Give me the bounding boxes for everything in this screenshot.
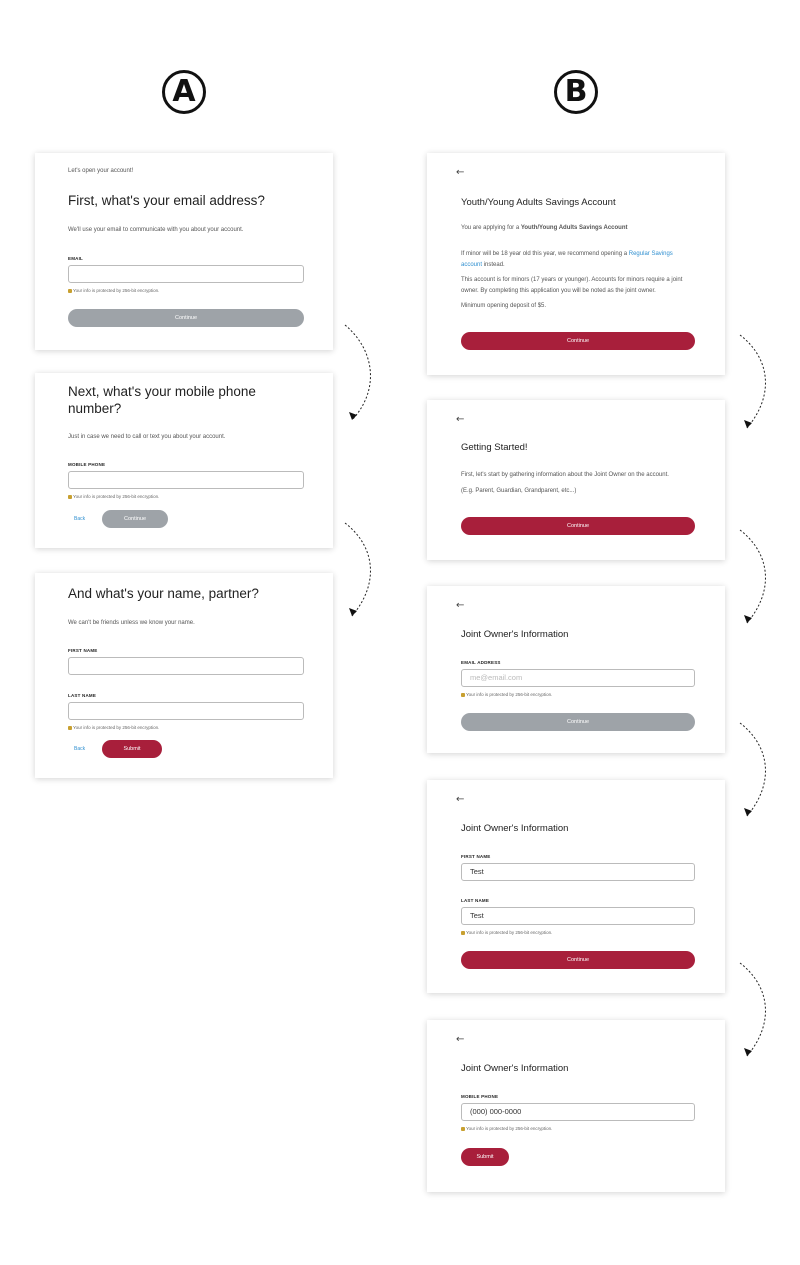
security-note-text: Your info is protected by 256-bit encryption. [466,692,553,697]
continue-button[interactable]: Continue [461,517,695,535]
security-note [68,725,159,730]
email-label: EMAIL [68,256,83,261]
minor-suffix: instead. [482,262,505,268]
security-note [68,288,159,293]
lock-icon [68,495,72,499]
lock-icon [68,726,72,730]
continue-button[interactable]: Continue [102,510,168,528]
description-text: We'll use your email to communicate with you about your account. [68,227,244,233]
eyebrow-text: Let's open your account! [68,168,134,174]
card-a2-phone [35,373,333,548]
security-note-text: Your info is protected by 256-bit encryption. [466,930,553,935]
last-name-label: LAST NAME [68,693,97,698]
card-b4-joint-name [427,780,725,993]
minor-text-line2 [461,262,505,268]
first-name-field[interactable] [68,657,304,675]
minor-text-line1 [461,251,673,257]
flow-arrow-b2-b3 [735,525,775,630]
lock-icon [461,931,465,935]
card-b1-intro [427,153,725,375]
page-title-line2: number? [68,401,122,416]
back-arrow-icon[interactable]: ← [456,794,465,805]
last-name-field[interactable] [68,702,304,720]
column-label-b: B [554,70,598,114]
column-label-a: A [162,70,206,114]
page-title: Joint Owner's Information [461,629,569,640]
flow-arrow-a2-a3 [340,518,380,623]
email-address-field[interactable] [461,669,695,687]
mobile-phone-field[interactable]: (000) 000-0000 [461,1103,695,1121]
last-name-label: LAST NAME [461,898,490,903]
lock-icon [68,289,72,293]
continue-button[interactable]: Continue [68,309,304,327]
description-text: We can't be friends unless we know your name. [68,620,195,626]
security-note-text: Your info is protected by 256-bit encryption. [73,288,160,293]
card-a1-email [35,153,333,350]
email-address-label: EMAIL ADDRESS [461,660,501,665]
back-arrow-icon[interactable]: ← [456,600,465,611]
applying-text [461,225,628,231]
card-b3-joint-email [427,586,725,753]
applying-product: Youth/Young Adults Savings Account [520,225,628,231]
continue-button[interactable]: Continue [461,951,695,969]
page-title: Joint Owner's Information [461,823,569,834]
submit-button[interactable]: Submit [461,1148,509,1166]
security-note-text: Your info is protected by 256-bit encryption. [73,494,160,499]
security-note-text: Your info is protected by 256-bit encryption. [466,1126,553,1131]
mobile-phone-label: MOBILE PHONE [68,462,106,467]
back-arrow-icon[interactable]: ← [456,414,465,425]
mobile-phone-label: MOBILE PHONE [461,1094,499,1099]
security-note [68,494,159,499]
deposit-text: Minimum opening deposit of $5. [461,303,547,309]
back-link[interactable]: Back [74,746,86,752]
back-link[interactable]: Back [74,516,86,522]
card-b2-getting-started [427,400,725,560]
info-text-line2: (E.g. Parent, Guardian, Grandparent, etc...) [461,488,577,494]
regular-savings-link[interactable]: Regular Savings [628,251,673,257]
security-note [461,930,552,935]
page-title: And what's your name, partner? [68,586,259,601]
lock-icon [461,693,465,697]
minors-text-line1: This account is for minors (17 years or younger). Accounts for minors require a joint [461,277,683,283]
security-note [461,1126,552,1131]
email-field[interactable] [68,265,304,283]
applying-prefix: You are applying for a [461,225,521,231]
page-title-line1: Next, what's your mobile phone [68,384,256,399]
flow-arrow-b3-b4 [735,718,775,823]
flow-arrow-b1-b2 [735,330,775,435]
continue-button[interactable]: Continue [461,332,695,350]
mobile-phone-field[interactable] [68,471,304,489]
back-arrow-icon[interactable]: ← [456,1034,465,1045]
description-text: Just in case we need to call or text you about your account. [68,434,226,440]
page-title: Youth/Young Adults Savings Account [461,197,616,208]
regular-savings-link-cont[interactable]: account [461,262,483,268]
security-note-text: Your info is protected by 256-bit encryption. [73,725,160,730]
submit-button[interactable]: Submit [102,740,162,758]
first-name-label: FIRST NAME [461,854,491,859]
page-title: Getting Started! [461,442,528,453]
first-name-field[interactable]: Test [461,863,695,881]
lock-icon [461,1127,465,1131]
minors-text-line2: owner. By completing this application you will be noted as the joint owner. [461,288,656,294]
card-b5-joint-phone [427,1020,725,1192]
back-arrow-icon[interactable]: ← [456,167,465,178]
minor-text: If minor will be 18 year old this year, we recommend opening a [461,251,629,257]
flow-arrow-a1-a2 [340,320,380,430]
flow-arrow-b4-b5 [735,958,775,1063]
continue-button[interactable]: Continue [461,713,695,731]
card-a3-name [35,573,333,778]
security-note [461,692,552,697]
email-placeholder: me@email.com [470,673,523,682]
page-title: Joint Owner's Information [461,1063,569,1074]
last-name-field[interactable]: Test [461,907,695,925]
info-text-line1: First, let's start by gathering information about the Joint Owner on the account. [461,472,669,478]
first-name-label: FIRST NAME [68,648,98,653]
page-title: First, what's your email address? [68,193,265,208]
